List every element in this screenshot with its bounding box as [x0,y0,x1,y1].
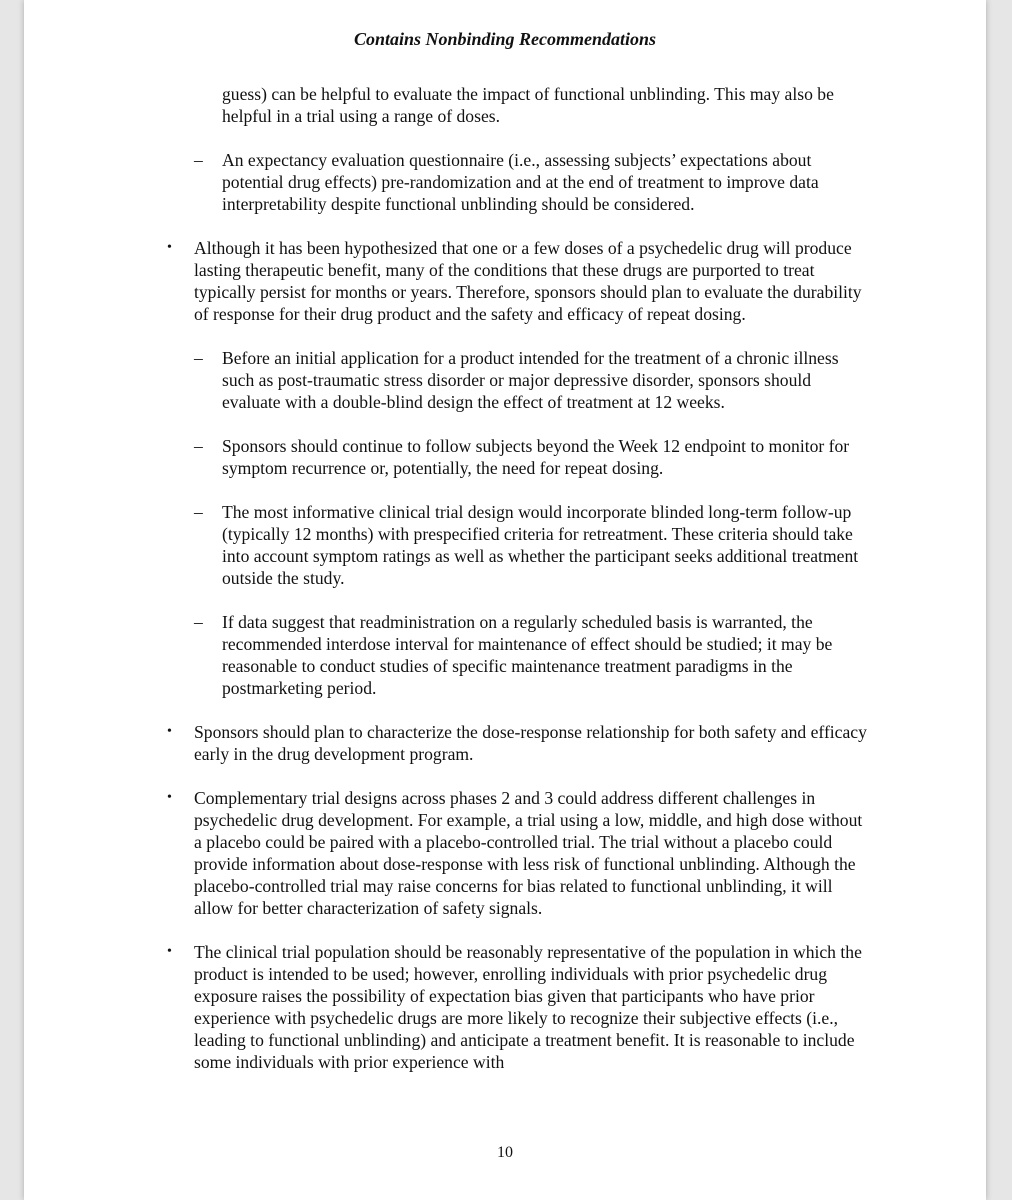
bullet-item [167,787,870,919]
sub-item [194,347,868,413]
item-text: Sponsors should continue to follow subjects beyond the Week 12 endpoint to monitor for symptom recurrence or, potentially, the need for repeat dosing. [222,436,850,478]
item-text: Before an initial application for a product intended for the treatment of a chronic illness such as post-traumatic stress disorder or major depressive disorder, sponsors should evaluate with a double-blind design the effect of treatment at 12 weeks. [222,348,839,412]
sub-item [194,149,868,215]
bullet-marker: • [167,724,172,739]
item-text: Complementary trial designs across phases 2 and 3 could address different challenges in psychedelic drug development. For example, a trial using a low, middle, and high dose without a placebo could be paired with a placebo-controlled trial. The trial without a placebo could provide information about dose-response with less risk of functional unblinding. Although the placebo-controlled trial may raise concerns for bias related to functional unblinding, it will allow for better characterization of safety signals. [194,788,863,918]
sub-item [194,501,868,589]
dash-marker: – [194,502,203,522]
page-number: 10 [497,1144,513,1161]
bullet-item [167,721,870,765]
dash-marker: – [194,436,203,456]
item-text: Although it has been hypothesized that one or a few doses of a psychedelic drug will produce lasting therapeutic benefit, many of the conditions that these drugs are purported to treat typically persist for months or years. Therefore, sponsors should plan to evaluate the durability of response for their drug product and the safety and efficacy of repeat dosing. [194,238,862,324]
sub-item [194,611,868,699]
item-text: The clinical trial population should be reasonably representative of the population in which the product is intended to be used; however, enrolling individuals with prior psychedelic drug exposure raises the possibility of expectation bias given that participants who have prior experience with psychedelic drugs are more likely to recognize their subjective effects (i.e., leading to functional unblinding) and anticipate a treatment benefit. It is reasonable to include some individuals with prior experience with [194,942,862,1072]
sub-item [194,435,868,479]
item-text: An expectancy evaluation questionnaire (i.e., assessing subjects’ expectations about potential drug effects) pre-randomization and at the end of treatment to improve data interpretability despite functional unblinding should be considered. [222,150,819,214]
page-content [24,83,986,1073]
item-text: guess) can be helpful to evaluate the impact of functional unblinding. This may also be helpful in a trial using a range of doses. [222,84,834,126]
item-text: Sponsors should plan to characterize the dose-response relationship for both safety and efficacy early in the drug development program. [194,722,867,764]
bullet-marker: • [167,790,172,805]
continued-sub-item [222,83,868,127]
item-text: The most informative clinical trial design would incorporate blinded long-term follow-up (typically 12 months) with prespecified criteria for retreatment. These criteria should take into account symptom ratings as well as whether the participant seeks additional treatment outside the study. [222,502,859,588]
page-header: Contains Nonbinding Recommendations [353,29,657,49]
bullet-marker: • [167,944,172,959]
document-page [24,0,986,1200]
bullet-item [167,237,870,325]
dash-marker: – [194,612,203,632]
bullet-marker: • [167,240,172,255]
dash-marker: – [194,348,203,368]
bullet-item [167,941,870,1073]
dash-marker: – [194,150,203,170]
item-text: If data suggest that readministration on a regularly scheduled basis is warranted, the recommended interdose interval for maintenance of effect should be studied; it may be reasonable to conduct studies of specific maintenance treatment paradigms in the postmarketing period. [222,612,833,698]
